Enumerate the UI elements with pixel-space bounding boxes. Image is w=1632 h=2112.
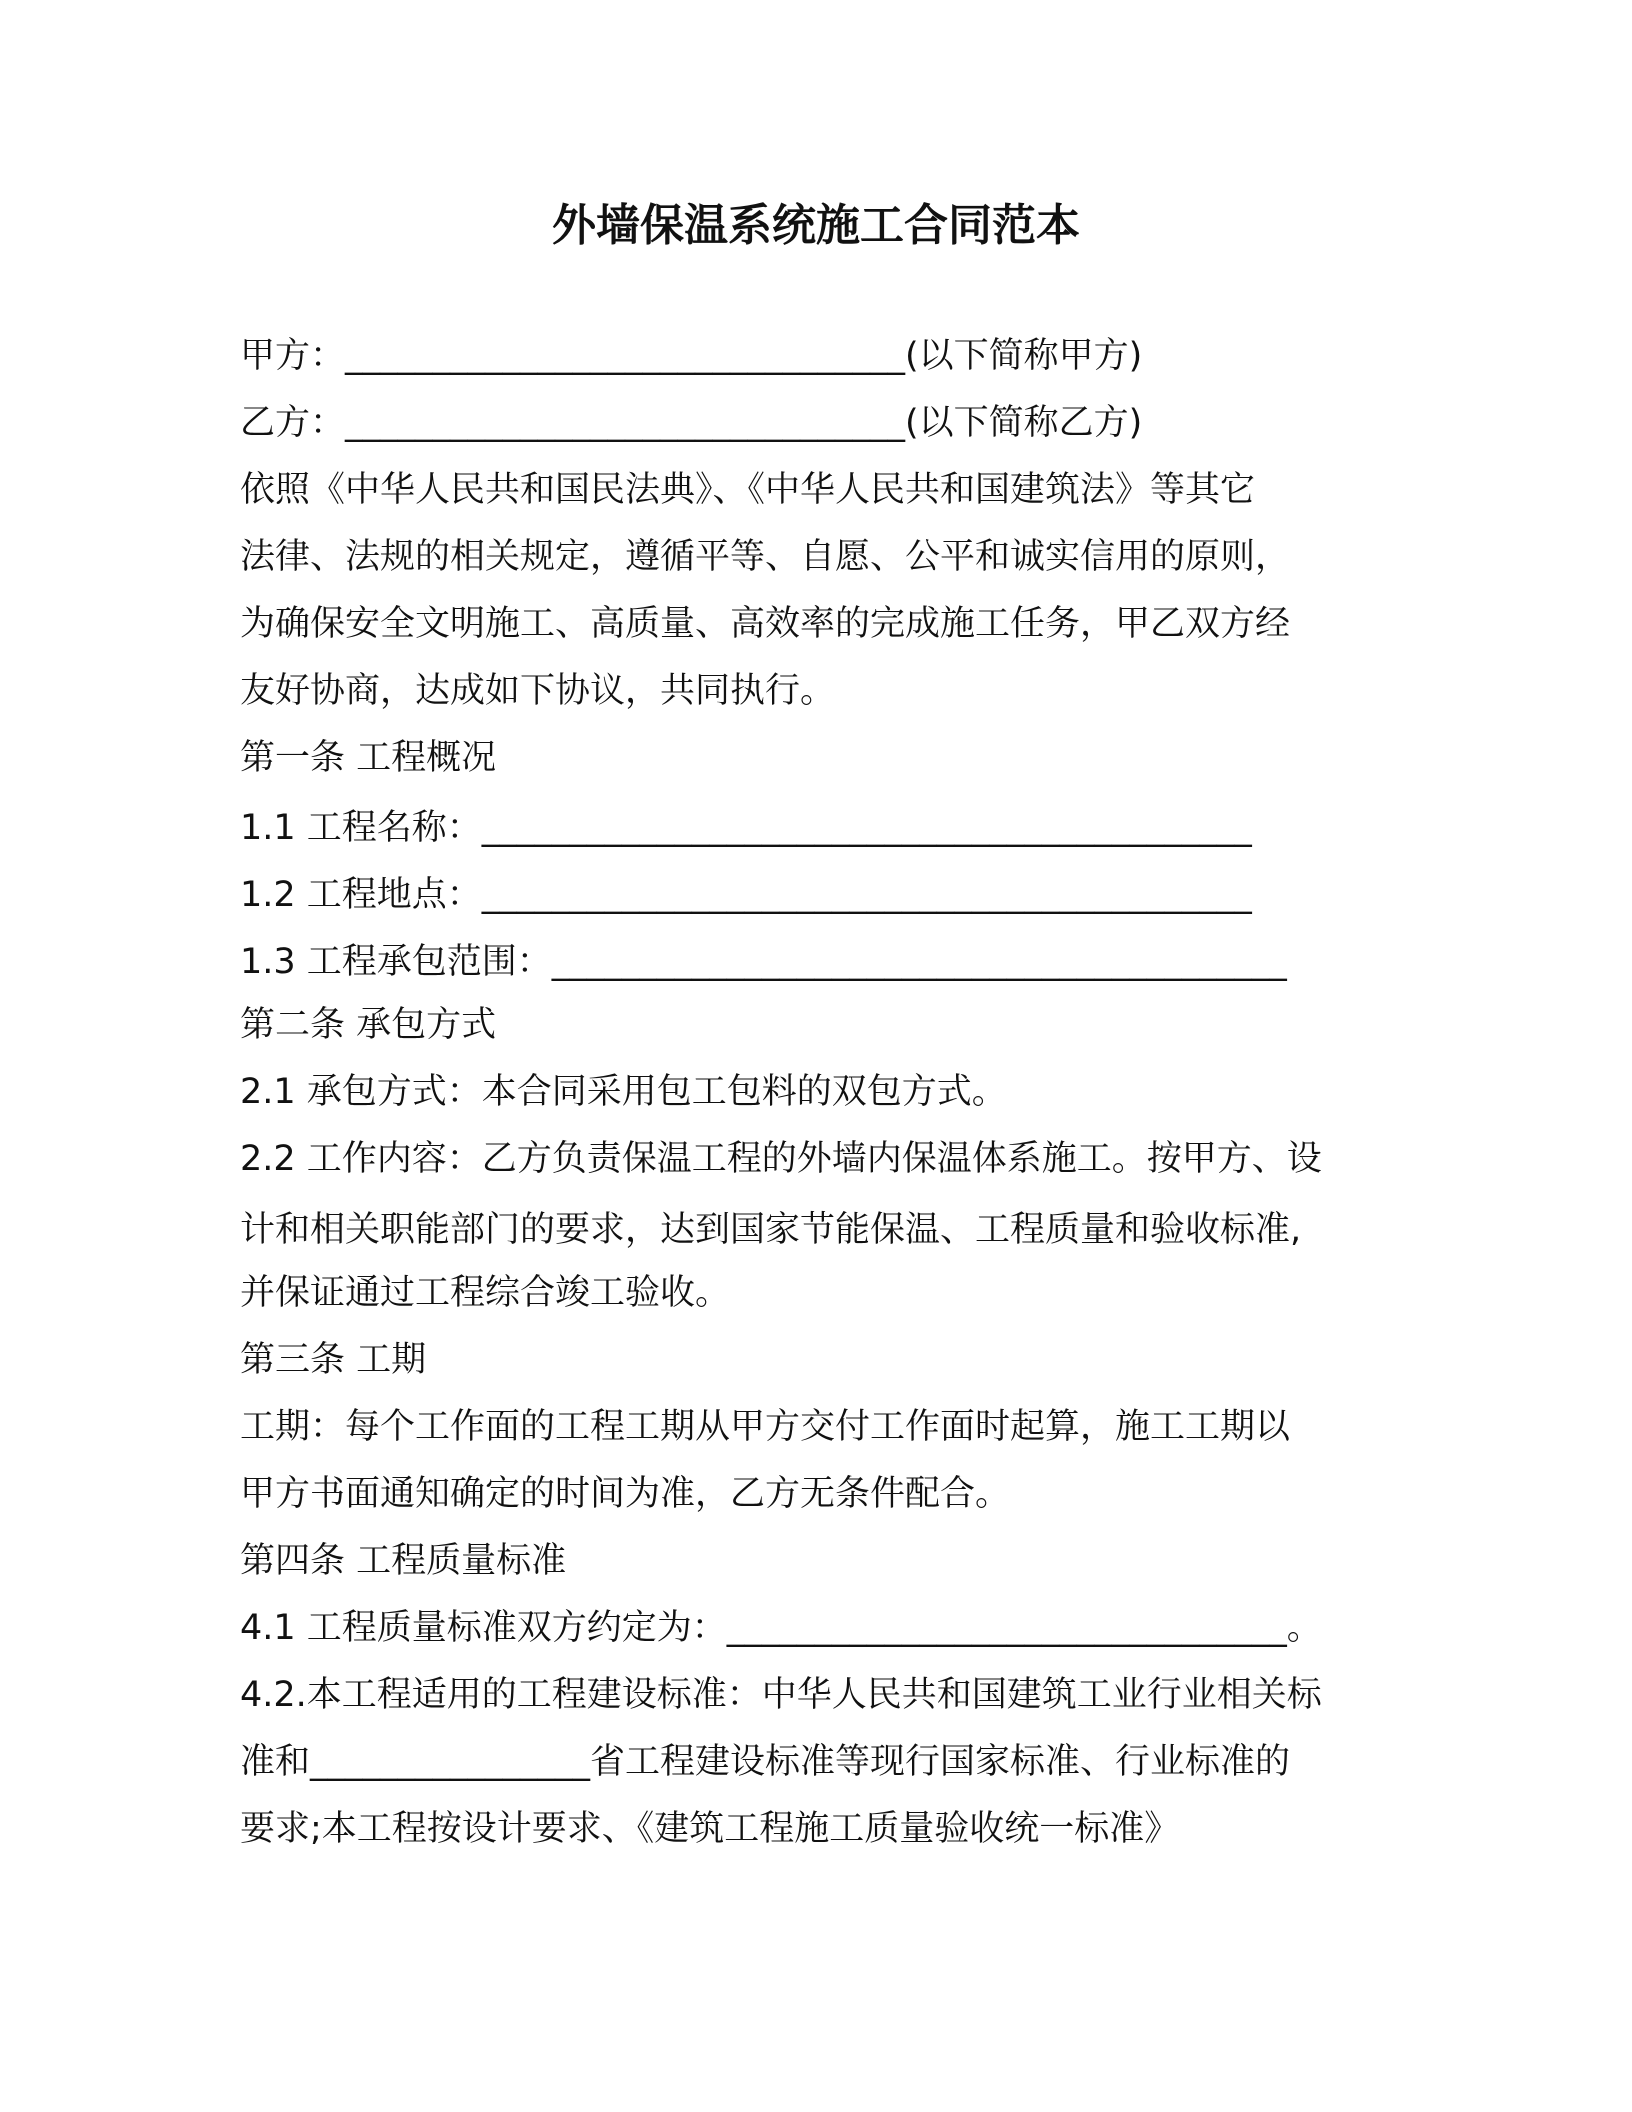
clause-2-2-line-1: 2.2 工作内容：乙方负责保温工程的外墙内保温体系施工。按甲方、设 bbox=[240, 1139, 1322, 1179]
clause-2-1: 2.1 承包方式：本合同采用包工包料的双包方式。 bbox=[240, 1072, 1007, 1112]
clause-1-1: 1.1 工程名称：____________________________________________ bbox=[240, 808, 1252, 848]
clause-1-3: 1.3 工程承包范围：__________________________________________ bbox=[240, 942, 1287, 982]
clause-4-1: 4.1 工程质量标准双方约定为：________________________________。 bbox=[240, 1608, 1322, 1648]
clause-4-2-line-2: 准和________________省工程建设标准等现行国家标准、行业标准的 bbox=[240, 1742, 1291, 1782]
article-1-heading: 第一条 工程概况 bbox=[240, 738, 497, 778]
clause-1-2: 1.2 工程地点：____________________________________________ bbox=[240, 875, 1252, 915]
clause-3-line-2: 甲方书面通知确定的时间为准，乙方无条件配合。 bbox=[240, 1474, 1011, 1514]
article-4-heading: 第四条 工程质量标准 bbox=[240, 1541, 567, 1581]
party-a-line: 甲方：________________________________(以下简称甲方) bbox=[240, 336, 1143, 376]
preamble-line-2: 法律、法规的相关规定，遵循平等、自愿、公平和诚实信用的原则， bbox=[240, 537, 1291, 577]
preamble-line-1: 依照《中华人民共和国民法典》、《中华人民共和国建筑法》等其它 bbox=[240, 470, 1256, 510]
clause-2-2-line-3: 并保证通过工程综合竣工验收。 bbox=[240, 1273, 731, 1313]
article-2-heading: 第二条 承包方式 bbox=[240, 1005, 497, 1045]
clause-2-2-line-2: 计和相关职能部门的要求，达到国家节能保温、工程质量和验收标准, bbox=[240, 1210, 1302, 1250]
document-title: 外墙保温系统施工合同范本 bbox=[552, 200, 1080, 251]
preamble-line-4: 友好协商，达成如下协议，共同执行。 bbox=[240, 671, 836, 711]
clause-4-2-line-3: 要求;本工程按设计要求、《建筑工程施工质量验收统一标准》 bbox=[240, 1809, 1180, 1849]
clause-4-2-line-1: 4.2.本工程适用的工程建设标准：中华人民共和国建筑工业行业相关标 bbox=[240, 1675, 1322, 1715]
party-b-line: 乙方：________________________________(以下简称乙方) bbox=[240, 403, 1143, 443]
preamble-line-3: 为确保安全文明施工、高质量、高效率的完成施工任务，甲乙双方经 bbox=[240, 604, 1291, 644]
clause-3-line-1: 工期：每个工作面的工程工期从甲方交付工作面时起算，施工工期以 bbox=[240, 1407, 1291, 1447]
article-3-heading: 第三条 工期 bbox=[240, 1340, 427, 1380]
